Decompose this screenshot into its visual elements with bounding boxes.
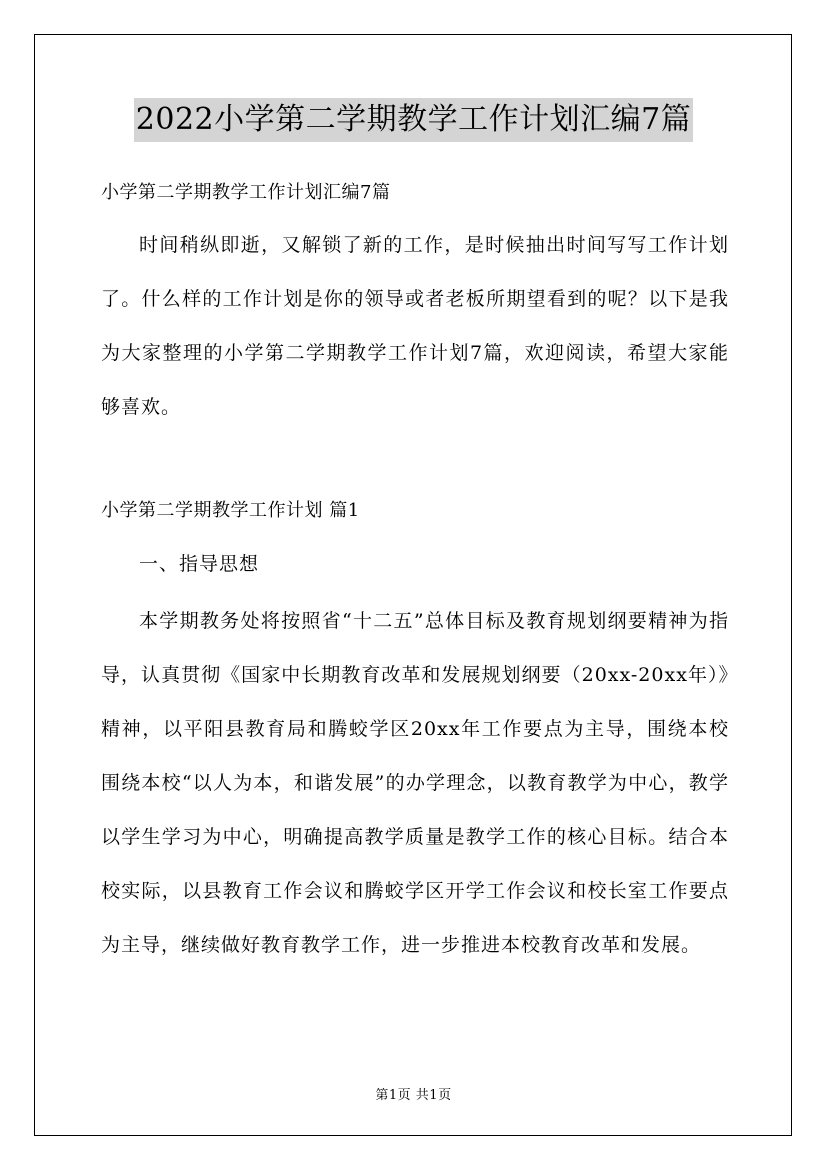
document-title: 2022小学第二学期教学工作计划汇编7篇	[134, 98, 693, 142]
body-paragraph: 本学期教务处将按照省“十二五”总体目标及教育规划纲要精神为指导，认真贯彻《国家中长期教育改革和发展规划纲要（20xx-20xx年）》精神，以平阳县教育局和腾蛟学区20xx年工作要点为主导，围绕本校围绕本校“以人为本，和谐发展”的办学理念，以教育教学为中心，教学以学生学习为中心，明确提高教学质量是教学工作的核心目标。结合本校实际，以县教育工作会议和腾蛟学区开学工作会议和校长室工作要点为主导，继续做好教育教学工作，进一步推进本校教育改革和发展。	[101, 610, 729, 956]
section-heading: 一、指导思想	[139, 553, 260, 575]
section-title: 小学第二学期教学工作计划 篇1	[101, 500, 360, 521]
document-body	[101, 168, 729, 972]
page-footer: 第1页 共1页	[375, 1088, 452, 1103]
document-subtitle: 小学第二学期教学工作计划汇编7篇	[101, 182, 391, 203]
intro-paragraph: 时间稍纵即逝，又解锁了新的工作，是时候抽出时间写写工作计划了。什么样的工作计划是你的领导或者老板所期望看到的呢？以下是我为大家整理的小学第二学期教学工作计划7篇，欢迎阅读，希望大家能够喜欢。	[101, 234, 729, 418]
document-title-wrapper	[0, 98, 827, 142]
spacer	[101, 434, 729, 488]
